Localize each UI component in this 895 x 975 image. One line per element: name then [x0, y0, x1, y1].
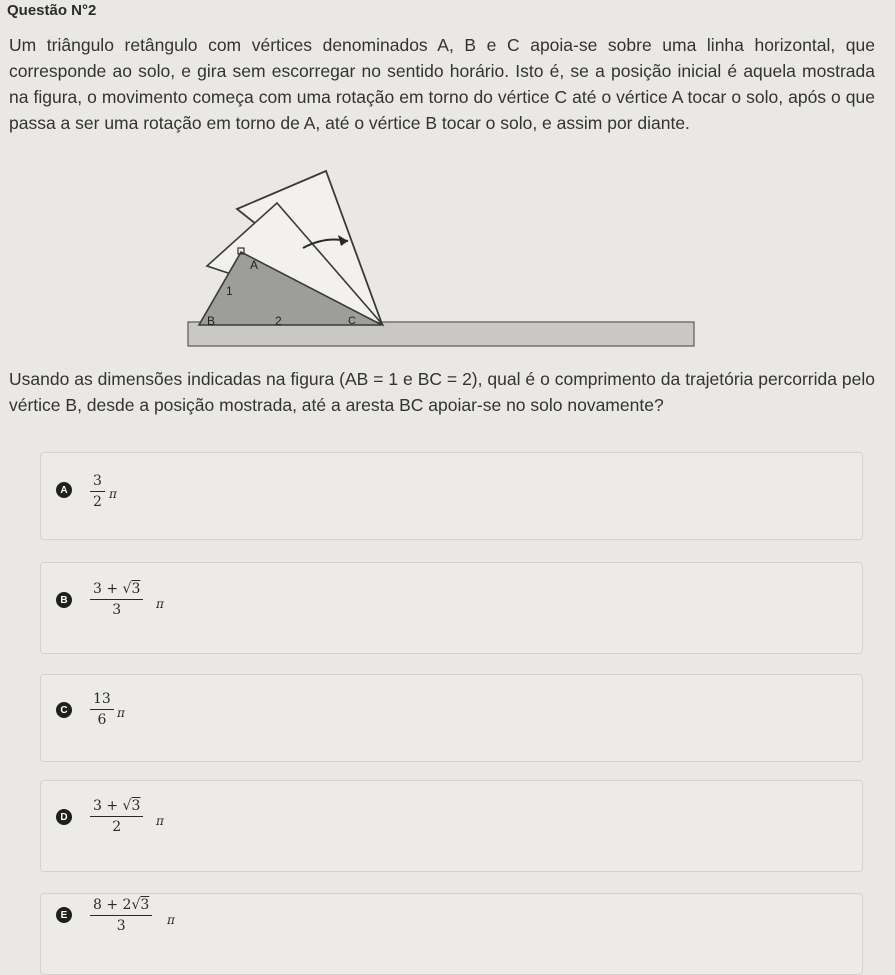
- option-a-badge: A: [56, 482, 72, 498]
- label-vertex-a: A: [250, 258, 259, 272]
- label-side-bc: 2: [275, 314, 282, 328]
- option-b-numerator: 3 + √3: [93, 581, 141, 597]
- rolling-triangle-figure: [185, 168, 700, 353]
- option-b-pi: π: [156, 597, 164, 611]
- option-c-numerator: 13: [93, 691, 111, 707]
- option-d-badge: D: [56, 809, 72, 825]
- option-d-fraction: [90, 798, 143, 835]
- option-a-fraction: [90, 473, 105, 510]
- option-e-badge: E: [56, 907, 72, 923]
- option-c-badge: C: [56, 702, 72, 718]
- option-e-numerator: 8 + 2√3: [93, 897, 150, 913]
- option-e-fraction: [90, 897, 152, 934]
- option-e-pi: π: [167, 913, 175, 927]
- option-b-badge: B: [56, 592, 72, 608]
- option-b-denominator: 3: [112, 602, 122, 618]
- problem-statement: Um triângulo retângulo com vértices denominados A, B e C apoia-se sobre uma linha horizontal, que corresponde ao solo, e gira sem escorregar no sentido horário. Isto é, se a posição inicial é aquela mostrada na figura, o movimento começa com uma rotação em torno do vértice C até o vértice A tocar o solo, após o que passa a ser uma rotação em torno de A, até o vértice B tocar o solo, e assim por diante.: [9, 35, 875, 133]
- option-e[interactable]: [40, 893, 863, 975]
- option-c-denominator: 6: [97, 712, 107, 728]
- option-a-pi: π: [109, 487, 117, 501]
- option-e-denominator: 3: [116, 918, 126, 934]
- option-b[interactable]: [40, 562, 863, 654]
- label-vertex-c: C: [348, 315, 356, 327]
- option-c[interactable]: [40, 674, 863, 762]
- option-a-denominator: 2: [93, 494, 102, 510]
- option-d[interactable]: [40, 780, 863, 872]
- option-d-numerator: 3 + √3: [93, 798, 141, 814]
- question-text: Usando as dimensões indicadas na figura (AB = 1 e BC = 2), qual é o comprimento da trajetória percorrida pelo vértice B, desde a posição mostrada, até a aresta BC apoiar-se no solo novamente?: [9, 369, 875, 415]
- option-d-pi: π: [156, 814, 164, 828]
- option-b-fraction: [90, 581, 143, 618]
- option-c-pi: π: [117, 706, 125, 720]
- label-side-ab: 1: [226, 284, 233, 298]
- option-c-fraction: [90, 691, 114, 728]
- label-vertex-b: B: [207, 314, 216, 328]
- option-d-denominator: 2: [112, 819, 122, 835]
- question-title: Questão N°2: [7, 2, 97, 19]
- option-a[interactable]: [40, 452, 863, 540]
- option-a-numerator: 3: [93, 473, 102, 489]
